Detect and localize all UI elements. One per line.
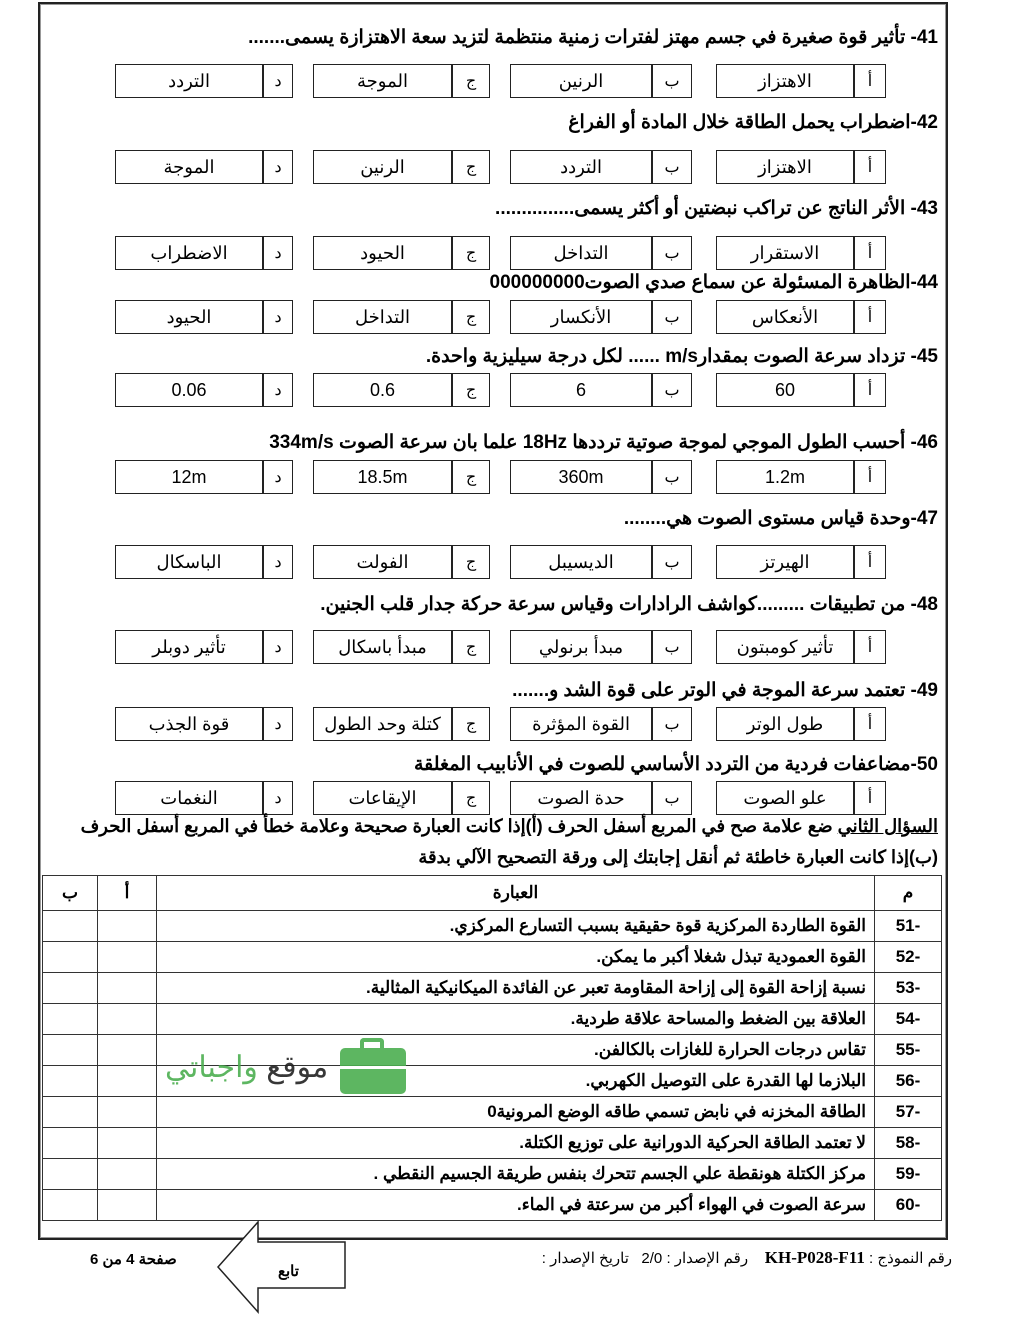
section2-heading: السؤال الثاني — [837, 816, 938, 836]
option-letter[interactable]: ج — [452, 545, 490, 579]
question-title: 44-الظاهرة المسئولة عن سماع صدي الصوت000000000 — [489, 272, 938, 293]
option-text[interactable]: الاستقرار — [716, 236, 854, 270]
option-letter[interactable]: أ — [854, 630, 886, 664]
next-label: تابع — [278, 1263, 299, 1280]
options-row — [0, 373, 1020, 407]
statement-number: -58 — [875, 1128, 942, 1159]
options-row — [0, 545, 1020, 579]
statement-number: -59 — [875, 1159, 942, 1190]
options-row — [0, 630, 1020, 664]
option-text[interactable]: مبدأ باسكال — [313, 630, 452, 664]
answer-box-b[interactable] — [43, 1128, 98, 1159]
answer-box-a[interactable] — [98, 1004, 157, 1035]
option-letter[interactable]: د — [263, 781, 293, 815]
option-text[interactable]: الإيقاعات — [313, 781, 452, 815]
statement-text: العلاقة بين الضغط والمساحة علاقة طردية. — [157, 1004, 875, 1035]
option-letter[interactable]: ج — [452, 150, 490, 184]
option-text[interactable]: الحيود — [313, 236, 452, 270]
table-row — [43, 1128, 942, 1159]
answer-box-b[interactable] — [43, 942, 98, 973]
answer-box-a[interactable] — [98, 1128, 157, 1159]
option-text[interactable]: الرنين — [313, 150, 452, 184]
option-letter[interactable]: د — [263, 630, 293, 664]
option-text[interactable]: الهيرتز — [716, 545, 854, 579]
question-title: 49- تعتمد سرعة الموجة في الوتر على قوة الشد و....... — [512, 680, 938, 701]
options-row — [0, 460, 1020, 494]
option-letter[interactable]: د — [263, 460, 293, 494]
option-letter[interactable]: ج — [452, 64, 490, 98]
table-row — [43, 1097, 942, 1128]
answer-box-a[interactable] — [98, 973, 157, 1004]
statement-text: القوة الطاردة المركزية قوة حقيقية بسبب التسارع المركزي. — [157, 911, 875, 942]
option-letter[interactable]: ب — [652, 236, 692, 270]
table-row — [43, 911, 942, 942]
option-letter[interactable]: د — [263, 64, 293, 98]
option-text[interactable]: 6 — [510, 373, 652, 407]
options-row — [0, 236, 1020, 270]
option-text[interactable]: الحيود — [115, 300, 263, 334]
question-title: 48- من تطبيقات .........كواشف الرادارات وقياس سرعة حركة جدار قلب الجنين. — [320, 594, 938, 615]
option-text[interactable]: الأنكسار — [510, 300, 652, 334]
statement-text: مركز الكتلة هونقطة علي الجسم تتحرك بنفس طريقة الجسيم النقطي . — [157, 1159, 875, 1190]
option-text[interactable]: 18.5m — [313, 460, 452, 494]
options-row — [0, 707, 1020, 741]
answer-box-b[interactable] — [43, 973, 98, 1004]
option-text[interactable]: النغمات — [115, 781, 263, 815]
table-row — [43, 1004, 942, 1035]
option-text[interactable]: 12m — [115, 460, 263, 494]
option-letter[interactable]: ج — [452, 236, 490, 270]
option-letter[interactable]: أ — [854, 707, 886, 741]
options-row — [0, 781, 1020, 815]
option-text[interactable]: الاهتزاز — [716, 150, 854, 184]
answer-box-a[interactable] — [98, 1159, 157, 1190]
statement-text: الطاقة المخزنه في نابض تسمي طاقه الوضع المرونية0 — [157, 1097, 875, 1128]
question-title: 47-وحدة قياس مستوى الصوت هي........ — [623, 508, 938, 529]
option-text[interactable]: التداخل — [313, 300, 452, 334]
option-letter[interactable]: ج — [452, 373, 490, 407]
option-text[interactable]: طول الوتر — [716, 707, 854, 741]
header-num: م — [875, 876, 942, 911]
option-letter[interactable]: ج — [452, 300, 490, 334]
statement-number: -51 — [875, 911, 942, 942]
option-letter[interactable]: د — [263, 236, 293, 270]
watermark-logo — [165, 1040, 406, 1094]
version-label: رقم الإصدار : — [666, 1250, 749, 1267]
option-letter[interactable]: ب — [652, 630, 692, 664]
option-letter[interactable]: أ — [854, 781, 886, 815]
option-text[interactable]: التداخل — [510, 236, 652, 270]
statement-text: القوة العمودية تبذل شغلا أكبر ما يمكن. — [157, 942, 875, 973]
question-title: 41- تأثير قوة صغيرة في جسم مهتز لفترات زمنية منتظمة لتزيد سعة الاهتزازة يسمى....... — [248, 27, 938, 48]
option-text[interactable]: الفولت — [313, 545, 452, 579]
option-text[interactable]: الاضطراب — [115, 236, 263, 270]
briefcase-icon — [340, 1048, 406, 1094]
form-code: KH-P028-F11 — [764, 1248, 865, 1267]
option-letter[interactable]: د — [263, 150, 293, 184]
option-letter[interactable]: ب — [652, 781, 692, 815]
page-number: صفحة 4 من 6 — [90, 1251, 177, 1268]
statement-text: سرعة الصوت في الهواء أكبر من سرعتة في الماء. — [157, 1190, 875, 1221]
answer-box-a[interactable] — [98, 1035, 157, 1066]
answer-box-b[interactable] — [43, 911, 98, 942]
option-letter[interactable]: ج — [452, 781, 490, 815]
answer-box-a[interactable] — [98, 1190, 157, 1221]
option-letter[interactable]: أ — [854, 300, 886, 334]
form-label: رقم النموذج : — [869, 1250, 952, 1267]
statement-number: -56 — [875, 1066, 942, 1097]
option-text[interactable]: 0.06 — [115, 373, 263, 407]
question-title: 46- أحسب الطول الموجي لموجة صوتية ترددها 18Hz علما بان سرعة الصوت 334m/s — [269, 432, 938, 453]
option-letter[interactable]: د — [263, 707, 293, 741]
option-letter[interactable]: ب — [652, 300, 692, 334]
header-b: ب — [43, 876, 98, 911]
option-letter[interactable]: أ — [854, 545, 886, 579]
question-title: 42-اضطراب يحمل الطاقة خلال المادة أو الفراغ — [568, 112, 938, 133]
option-text[interactable]: الباسكال — [115, 545, 263, 579]
option-letter[interactable]: ب — [652, 460, 692, 494]
answer-box-b[interactable] — [43, 1159, 98, 1190]
option-letter[interactable]: ب — [652, 64, 692, 98]
option-letter[interactable]: ب — [652, 545, 692, 579]
header-a: أ — [98, 876, 157, 911]
answer-box-a[interactable] — [98, 942, 157, 973]
option-letter[interactable]: أ — [854, 460, 886, 494]
option-text[interactable]: 360m — [510, 460, 652, 494]
option-text[interactable]: 0.6 — [313, 373, 452, 407]
option-text[interactable]: الموجة — [115, 150, 263, 184]
section2-instruction-line2: (ب)إذا كانت العبارة خاطئة ثم أنقل إجابتك إلى ورقة التصحيح الآلي بدقة — [418, 847, 938, 867]
option-letter[interactable]: أ — [854, 150, 886, 184]
option-text[interactable]: تأثير دوبلر — [115, 630, 263, 664]
option-text[interactable]: قوة الجذب — [115, 707, 263, 741]
option-text[interactable]: الأنعكاس — [716, 300, 854, 334]
answer-box-b[interactable] — [43, 1190, 98, 1221]
option-letter[interactable]: أ — [854, 373, 886, 407]
table-row — [43, 942, 942, 973]
answer-box-a[interactable] — [98, 1066, 157, 1097]
table-header — [43, 876, 942, 911]
options-row — [0, 300, 1020, 334]
option-letter[interactable]: د — [263, 545, 293, 579]
option-letter[interactable]: ج — [452, 707, 490, 741]
option-text[interactable]: الرنين — [510, 64, 652, 98]
header-statement: العبارة — [157, 876, 875, 911]
statement-number: -53 — [875, 973, 942, 1004]
option-text[interactable]: 1.2m — [716, 460, 854, 494]
option-letter[interactable]: أ — [854, 236, 886, 270]
option-text[interactable]: الاهتزاز — [716, 64, 854, 98]
answer-box-a[interactable] — [98, 1097, 157, 1128]
answer-box-a[interactable] — [98, 911, 157, 942]
table-row — [43, 1190, 942, 1221]
question-title: 43- الأثر الناتج عن تراكب نبضتين أو أكثر يسمى............... — [495, 198, 938, 219]
instruction-text: ضع علامة صح في المربع أسفل الحرف (أ)إذا كانت العبارة صحيحة وعلامة خطأ في المربع أسفل الحرف — [80, 816, 838, 836]
statement-number: -57 — [875, 1097, 942, 1128]
option-letter[interactable]: ب — [652, 373, 692, 407]
option-text[interactable]: الديسيبل — [510, 545, 652, 579]
option-text[interactable]: تأثير كومبتون — [716, 630, 854, 664]
statement-number: -60 — [875, 1190, 942, 1221]
option-text[interactable]: الموجة — [313, 64, 452, 98]
answer-box-b[interactable] — [43, 1097, 98, 1128]
watermark-text: موقع واجباتي — [165, 1050, 329, 1084]
option-text[interactable]: كتلة وحد الطول — [313, 707, 452, 741]
statement-number: -55 — [875, 1035, 942, 1066]
question-title: 45- تزداد سرعة الصوت بمقدارm/s ...... لكل درجة سيليزية واحدة. — [425, 346, 938, 367]
question-title: 50-مضاعفات فردية من التردد الأساسي للصوت في الأنابيب المغلقة — [413, 754, 938, 775]
answer-box-b[interactable] — [43, 1066, 98, 1097]
statement-number: -54 — [875, 1004, 942, 1035]
section2-instruction-line1 — [81, 816, 938, 837]
statement-text: تقاس درجات الحرارة للغازات بالكالفن. — [157, 1035, 875, 1066]
option-letter[interactable]: ج — [452, 460, 490, 494]
option-text[interactable]: مبدأ برنولي — [510, 630, 652, 664]
statement-text: لا تعتمد الطاقة الحركية الدورانية على توزيع الكتلة. — [157, 1128, 875, 1159]
option-letter[interactable]: ب — [652, 707, 692, 741]
options-row — [0, 150, 1020, 184]
statement-number: -52 — [875, 942, 942, 973]
table-row — [43, 973, 942, 1004]
option-letter[interactable]: د — [263, 373, 293, 407]
option-text[interactable]: حدة الصوت — [510, 781, 652, 815]
option-letter[interactable]: د — [263, 300, 293, 334]
option-letter[interactable]: ب — [652, 150, 692, 184]
version: 2/0 — [641, 1250, 663, 1267]
form-info — [542, 1248, 952, 1268]
answer-box-b[interactable] — [43, 1035, 98, 1066]
option-text[interactable]: 60 — [716, 373, 854, 407]
option-letter[interactable]: ج — [452, 630, 490, 664]
statement-text: البلازما لها القدرة على التوصيل الكهربي. — [157, 1066, 875, 1097]
option-text[interactable]: القوة المؤثرة — [510, 707, 652, 741]
answer-box-b[interactable] — [43, 1004, 98, 1035]
statement-text: نسبة إزاحة القوة إلى إزاحة المقاومة تعبر عن الفائدة الميكانيكية المثالية. — [157, 973, 875, 1004]
option-letter[interactable]: أ — [854, 64, 886, 98]
option-text[interactable]: التردد — [115, 64, 263, 98]
options-row — [0, 64, 1020, 98]
table-row — [43, 1159, 942, 1190]
option-text[interactable]: علو الصوت — [716, 781, 854, 815]
date-label: تاريخ الإصدار : — [541, 1250, 629, 1267]
option-text[interactable]: التردد — [510, 150, 652, 184]
